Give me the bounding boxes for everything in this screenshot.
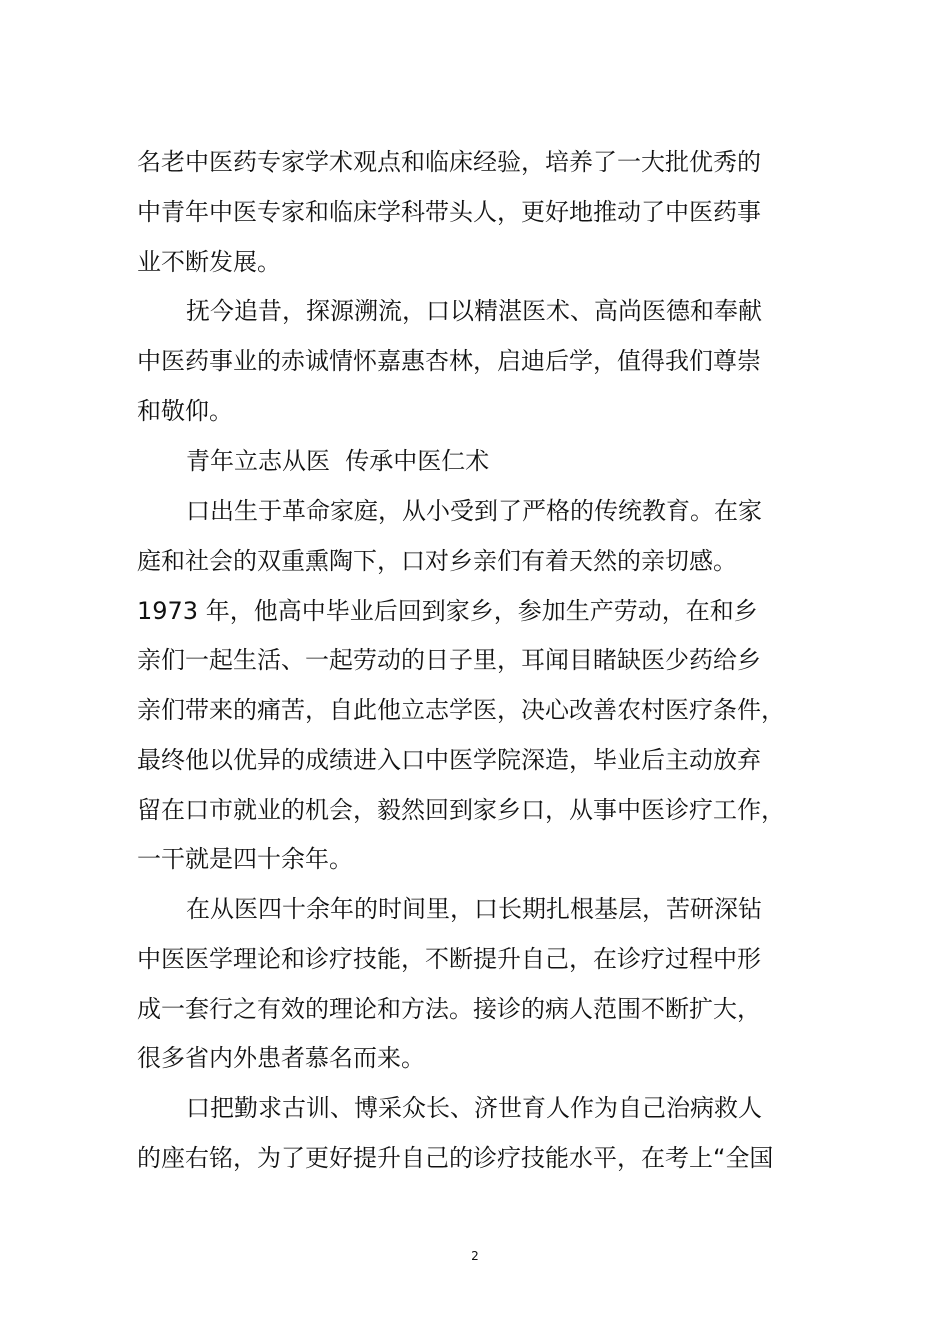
text-line: 和敬仰。 [137, 397, 233, 425]
text-line: 亲们带来的痛苦，自此他立志学医，决心改善农村医疗条件， [137, 696, 785, 724]
text-line: 庭和社会的双重熏陶下，口对乡亲们有着天然的亲切感。 [137, 547, 737, 575]
text-line: 业不断发展。 [137, 248, 281, 276]
section-heading: 青年立志从医 传承中医仁术 [186, 447, 490, 475]
paragraph-first-line: 在从医四十余年的时间里，口长期扎根基层，苦研深钻 [186, 895, 762, 923]
text-line: 中医药事业的赤诚情怀嘉惠杏林，启迪后学，值得我们尊崇 [137, 347, 761, 375]
paragraph-first-line: 抚今追昔，探源溯流，口以精湛医术、高尚医德和奉献 [186, 297, 762, 325]
text-line: 最终他以优异的成绩进入口中医学院深造，毕业后主动放弃 [137, 746, 761, 774]
text-line: 的座右铭，为了更好提升自己的诊疗技能水平，在考上“全国 [137, 1144, 774, 1172]
paragraph-first-line: 口把勤求古训、博采众长、济世育人作为自己治病救人 [186, 1094, 762, 1122]
page-number: 2 [471, 1249, 479, 1263]
text-line: 很多省内外患者慕名而来。 [137, 1044, 425, 1072]
text-line: 中医医学理论和诊疗技能，不断提升自己，在诊疗过程中形 [137, 945, 761, 973]
text-line: 留在口市就业的机会，毅然回到家乡口，从事中医诊疗工作， [137, 796, 785, 824]
text-line: 一干就是四十余年。 [137, 845, 353, 873]
text-line: 名老中医药专家学术观点和临床经验，培养了一大批优秀的 [137, 148, 761, 176]
text-line: 亲们一起生活、一起劳动的日子里，耳闻目睹缺医少药给乡 [137, 646, 761, 674]
text-line: 中青年中医专家和临床学科带头人，更好地推动了中医药事 [137, 198, 761, 226]
text-line: 1973 年，他高中毕业后回到家乡，参加生产劳动，在和乡 [137, 597, 758, 625]
text-line: 成一套行之有效的理论和方法。接诊的病人范围不断扩大， [137, 995, 761, 1023]
paragraph-first-line: 口出生于革命家庭，从小受到了严格的传统教育。在家 [186, 497, 762, 525]
